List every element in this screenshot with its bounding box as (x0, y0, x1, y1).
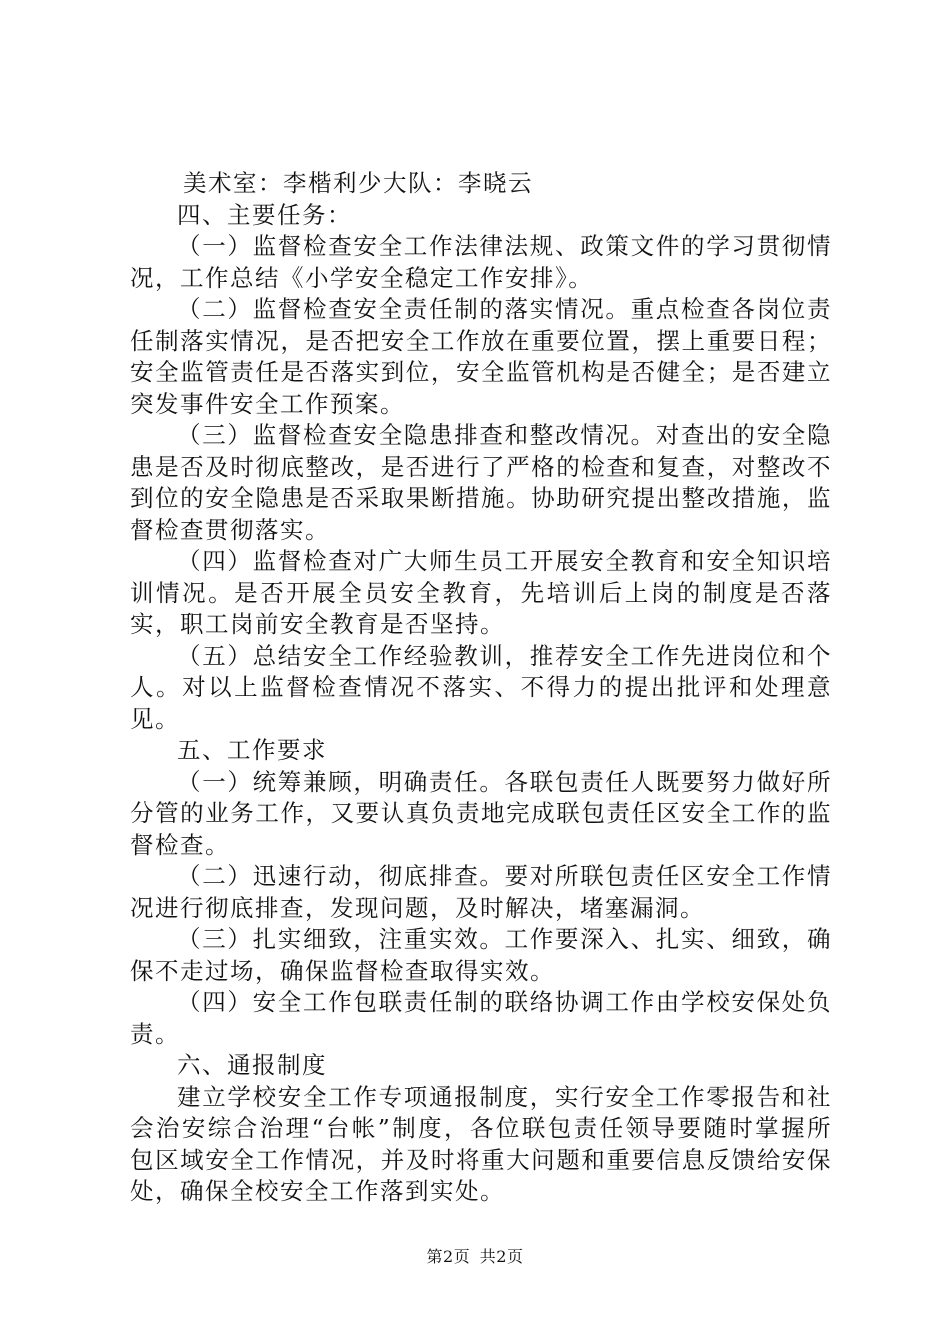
requirement-paragraph-4: （四）安全工作包联责任制的联络协调工作由学校安保处负责。 (130, 988, 832, 1048)
task-paragraph-3: （三）监督检查安全隐患排查和整改情况。对查出的安全隐患是否及时彻底整改，是否进行了严格的检查和复查，对整改不到位的安全隐患是否采取果断措施。协助研究提出整改措施，监督检查贯彻落实。 (130, 421, 832, 544)
task-paragraph-2: （二）监督检查安全责任制的落实情况。重点检查各岗位责任制落实情况，是否把安全工作放在重要位置，摆上重要日程；安全监管责任是否落实到位，安全监管机构是否健全；是否建立突发事件安全工作预案。 (130, 295, 832, 418)
document-body (130, 168, 832, 1208)
task-paragraph-4: （四）监督检查对广大师生员工开展安全教育和安全知识培训情况。是否开展全员安全教育，先培训后上岗的制度是否落实，职工岗前安全教育是否坚持。 (130, 547, 832, 638)
reporting-paragraph: 建立学校安全工作专项通报制度，实行安全工作零报告和社会治安综合治理“台帐”制度，各位联包责任领导要随时掌握所包区域安全工作情况，并及时将重大问题和重要信息反馈给安保处，确保全校安全工作落到实处。 (130, 1082, 832, 1205)
page-footer (0, 1244, 950, 1267)
task-paragraph-5: （五）总结安全工作经验教训，推荐安全工作先进岗位和个人。对以上监督检查情况不落实、不得力的提出批评和处理意见。 (130, 641, 832, 733)
section-heading-tasks: 四、主要任务： (177, 200, 352, 229)
page-number: 第2页 (426, 1247, 471, 1266)
staff-line: 美术室：李楷利少大队：李晓云 (183, 169, 533, 197)
page-total: 共2页 (479, 1247, 524, 1266)
requirement-paragraph-3: （三）扎实细致，注重实效。工作要深入、扎实、细致，确保不走过场，确保监督检查取得实效。 (130, 925, 832, 985)
task-paragraph-1: （一）监督检查安全工作法律法规、政策文件的学习贯彻情况，工作总结《小学安全稳定工作安排》。 (130, 232, 832, 292)
requirement-paragraph-2: （二）迅速行动，彻底排查。要对所联包责任区安全工作情况进行彻底排查，发现问题，及时解决，堵塞漏洞。 (130, 862, 832, 922)
requirement-paragraph-1: （一）统筹兼顾，明确责任。各联包责任人既要努力做好所分管的业务工作，又要认真负责地完成联包责任区安全工作的监督检查。 (130, 767, 832, 859)
section-heading-requirements: 五、工作要求 (177, 736, 327, 764)
section-heading-reporting: 六、通报制度 (177, 1051, 327, 1079)
